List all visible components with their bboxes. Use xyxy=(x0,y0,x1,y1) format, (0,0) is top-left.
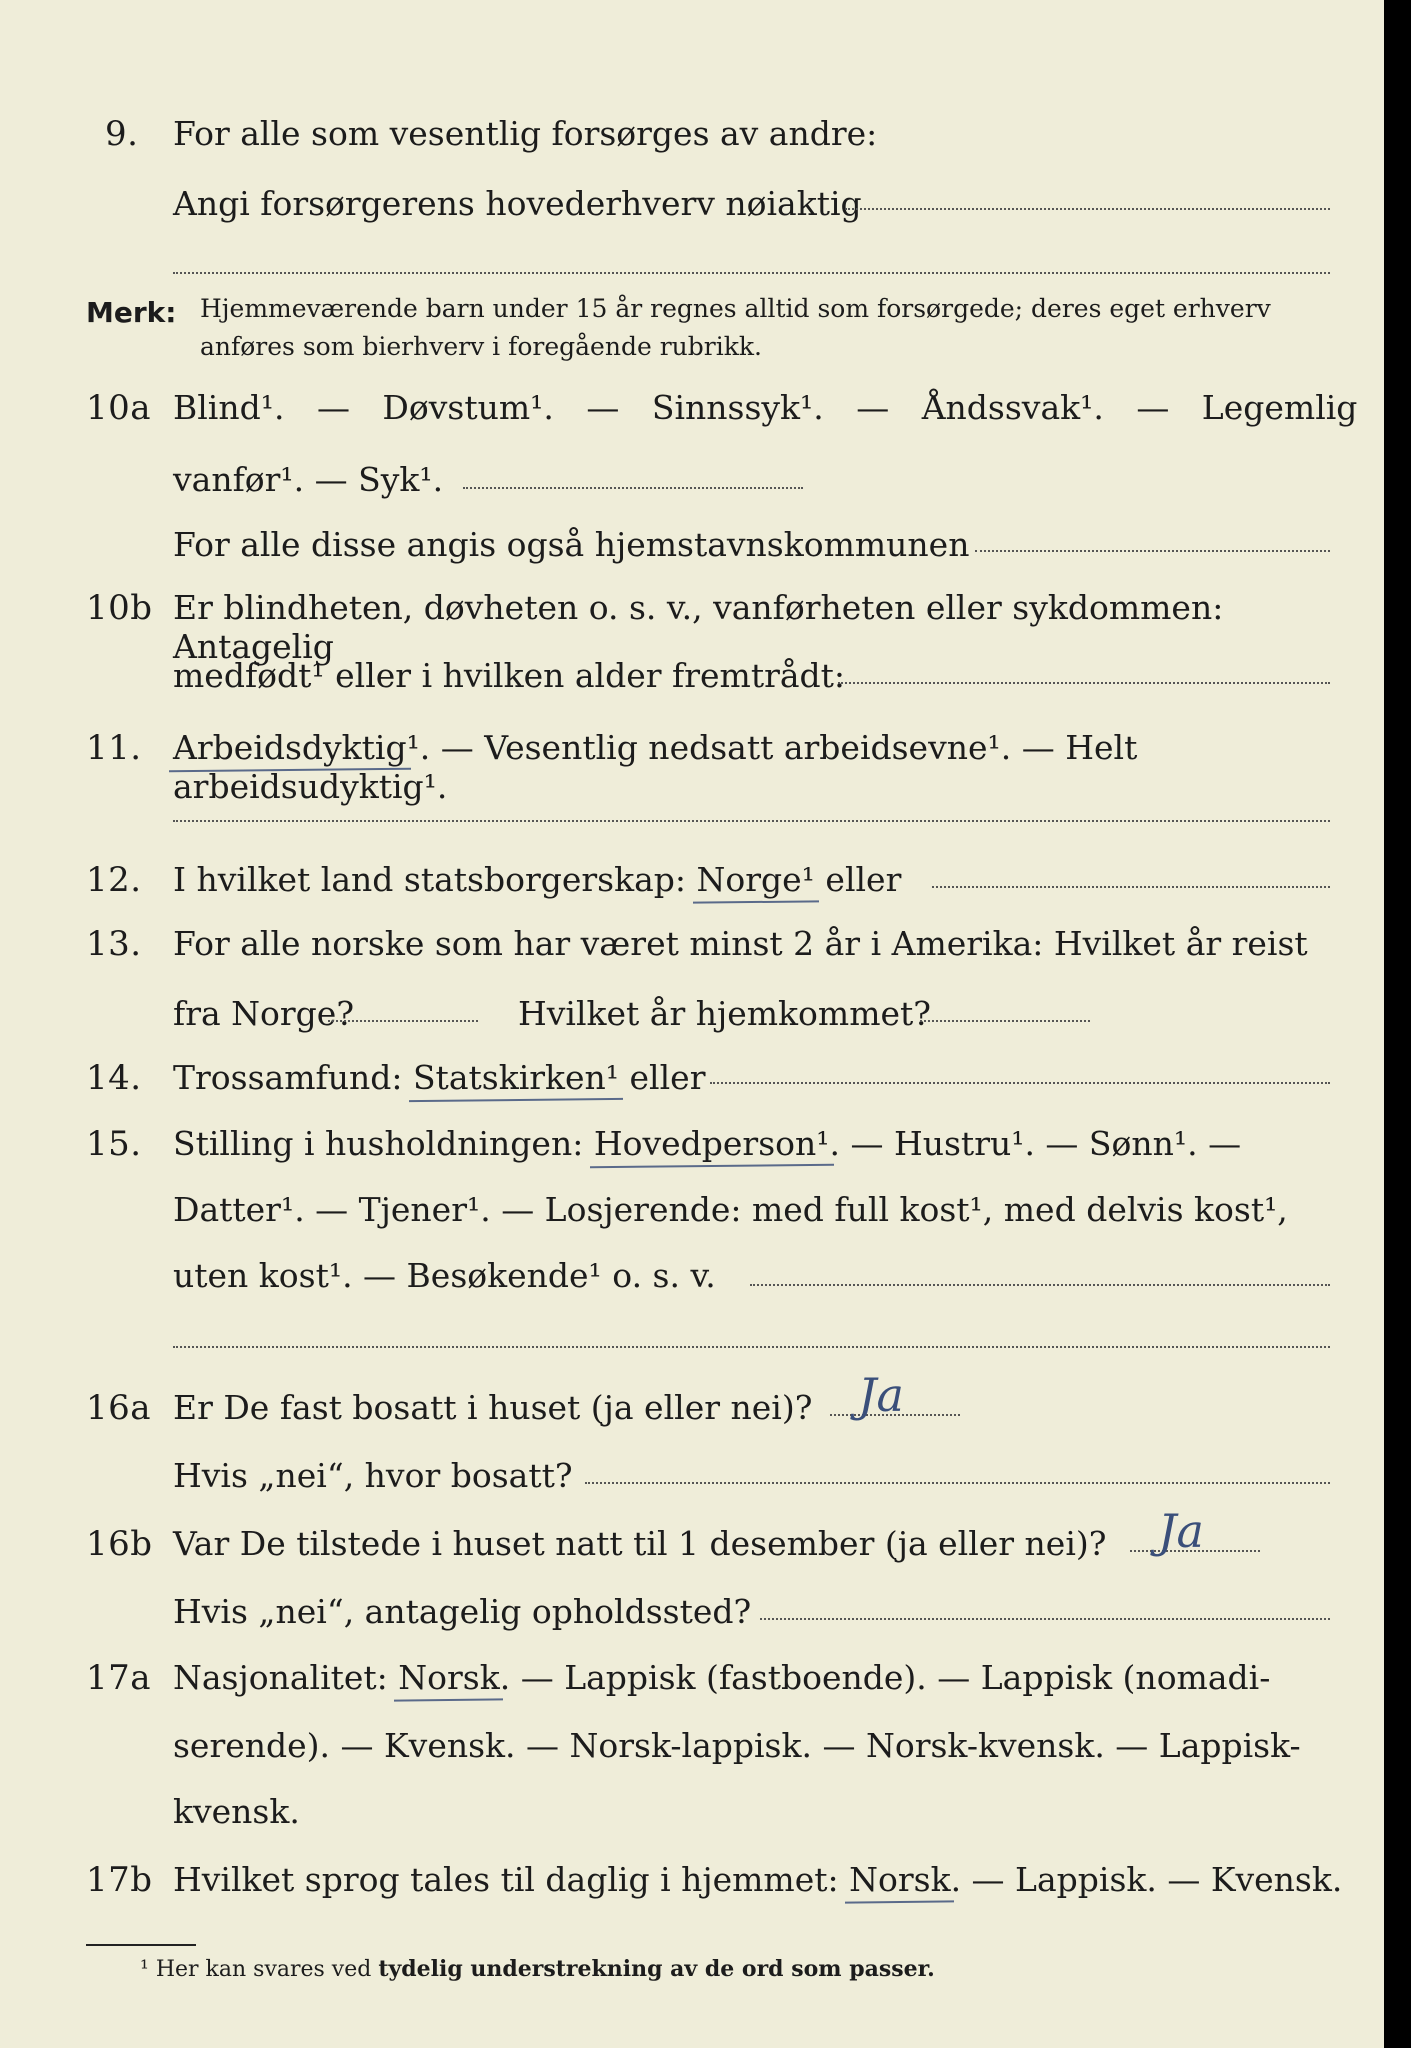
q16b-text: Var De tilstede i huset natt til 1 desember (ja eller nei)? xyxy=(173,1524,1107,1563)
q10a-number: 10a xyxy=(86,388,152,428)
q17a-selected-option: Norsk xyxy=(398,1658,500,1697)
q10b-answer-line xyxy=(838,682,1330,684)
q15-number: 15. xyxy=(86,1124,142,1164)
q12-rest: eller xyxy=(814,860,902,899)
q17b-question: Hvilket sprog tales til daglig i hjemmet: xyxy=(173,1860,850,1899)
q17b-rest: . — Lappisk. — Kvensk. xyxy=(950,1860,1343,1899)
footnote-text: Her kan svares ved xyxy=(155,1957,372,1982)
q10b-number: 10b xyxy=(86,588,153,628)
footnote-mark: ¹ xyxy=(140,1957,149,1982)
q16a-text: Er De fast bosatt i huset (ja eller nei)? xyxy=(173,1388,813,1427)
q12-number: 12. xyxy=(86,860,142,900)
q9-subtext: Angi forsørgerens hovederhverv nøiaktig xyxy=(173,184,862,223)
q15-text-2: Datter¹. — Tjener¹. — Losjerende: med full kost¹, med delvis kost¹, xyxy=(173,1190,1288,1229)
q16b-handwritten-answer: Ja xyxy=(1158,1504,1204,1558)
q17a-text-2: serende). — Kvensk. — Norsk-lappisk. — Norsk-kvensk. — Lappisk- xyxy=(173,1726,1301,1765)
q10a-answer-line xyxy=(463,487,803,489)
q17a-question: Nasjonalitet: xyxy=(173,1658,399,1697)
q14-selected-option: Statskirken¹ xyxy=(412,1058,620,1097)
merk-line-2: anføres som bierhverv i foregående rubrikk. xyxy=(200,332,762,361)
footnote xyxy=(140,1956,935,1982)
q16b-text-2: Hvis „nei“, antagelig opholdssted? xyxy=(173,1592,752,1631)
q10b-text-2: medfødt¹ eller i hvilken alder fremtrådt: xyxy=(173,656,846,695)
q11-number: 11. xyxy=(86,728,142,768)
q11-answer-line xyxy=(173,820,1330,822)
q9-text: For alle som vesentlig forsørges av andre: xyxy=(173,114,878,153)
q11-options xyxy=(173,728,1384,806)
q15-question: Stilling i husholdningen: xyxy=(173,1124,594,1163)
q12-selected-option: Norge¹ xyxy=(696,860,815,899)
q12-text xyxy=(173,860,901,899)
q15-selected-option: Hovedperson¹ xyxy=(593,1124,830,1163)
q16a-answer-line-2 xyxy=(585,1482,1330,1484)
q16a-number: 16a xyxy=(86,1388,152,1428)
q9-answer-line xyxy=(845,208,1330,210)
q9-answer-line-2 xyxy=(173,272,1330,274)
q11-rest: ¹. — Vesentlig nedsatt arbeidsevne¹. — Helt arbeidsudyktig¹. xyxy=(173,728,1138,806)
q17b-number: 17b xyxy=(86,1860,153,1900)
q14-rest: eller xyxy=(619,1058,706,1097)
q9-number: 9. xyxy=(105,114,139,154)
q10b-text: Er blindheten, døvheten o. s. v., vanførheten eller sykdommen: Antagelig xyxy=(173,588,1224,666)
q16a-handwritten-answer: Ja xyxy=(858,1368,904,1422)
q13-answer-line-1 xyxy=(328,1020,478,1022)
q14-question: Trossamfund: xyxy=(173,1058,413,1097)
q17b-selected-option: Norsk xyxy=(849,1860,951,1899)
merk-label: Merk: xyxy=(86,296,177,329)
q16a-text-2: Hvis „nei“, hvor bosatt? xyxy=(173,1456,573,1495)
q16b-number: 16b xyxy=(86,1524,153,1564)
q14-text xyxy=(173,1058,705,1097)
q17a-text xyxy=(173,1658,1270,1697)
q17b-text xyxy=(173,1860,1342,1899)
q15-rest: . — Hustru¹. — Sønn¹. — xyxy=(829,1124,1242,1163)
q12-question: I hvilket land statsborgerskap: xyxy=(173,860,697,899)
merk-line-1: Hjemmeværende barn under 15 år regnes alltid som forsørgede; deres eget erhverv xyxy=(200,294,1271,323)
q10a-text: Blind¹. — Døvstum¹. — Sinnssyk¹. — Åndssvak¹. — Legemlig xyxy=(173,388,1358,427)
q15-text-3: uten kost¹. — Besøkende¹ o. s. v. xyxy=(173,1256,716,1295)
q13-answer-line-2 xyxy=(920,1020,1090,1022)
footnote-emphasis: tydelig understrekning av de ord som passer. xyxy=(378,1956,935,1982)
q10a-answer-line-2 xyxy=(975,550,1330,552)
footnote-rule xyxy=(86,1944,196,1946)
q15-answer-line xyxy=(750,1284,1330,1286)
q14-number: 14. xyxy=(86,1058,142,1098)
q14-answer-line xyxy=(710,1082,1330,1084)
q13-number: 13. xyxy=(86,924,142,964)
q15-answer-line-2 xyxy=(173,1346,1330,1348)
q17a-text-3: kvensk. xyxy=(173,1792,300,1831)
q10a-text-3: For alle disse angis også hjemstavnskommunen xyxy=(173,525,970,564)
q13-text: For alle norske som har været minst 2 år i Amerika: Hvilket år reist xyxy=(173,924,1308,963)
q12-answer-line xyxy=(932,886,1330,888)
q13-text-2b: Hvilket år hjemkommet? xyxy=(518,994,931,1033)
q10a-text-2: vanfør¹. — Syk¹. xyxy=(173,460,444,499)
q13-text-2a: fra Norge? xyxy=(173,994,355,1033)
q16b-answer-line-2 xyxy=(760,1618,1330,1620)
q17a-rest: . — Lappisk (fastboende). — Lappisk (nomadi- xyxy=(499,1658,1271,1697)
q15-text xyxy=(173,1124,1241,1163)
q17a-number: 17a xyxy=(86,1658,152,1698)
q11-selected-option: Arbeidsdyktig xyxy=(173,728,407,767)
